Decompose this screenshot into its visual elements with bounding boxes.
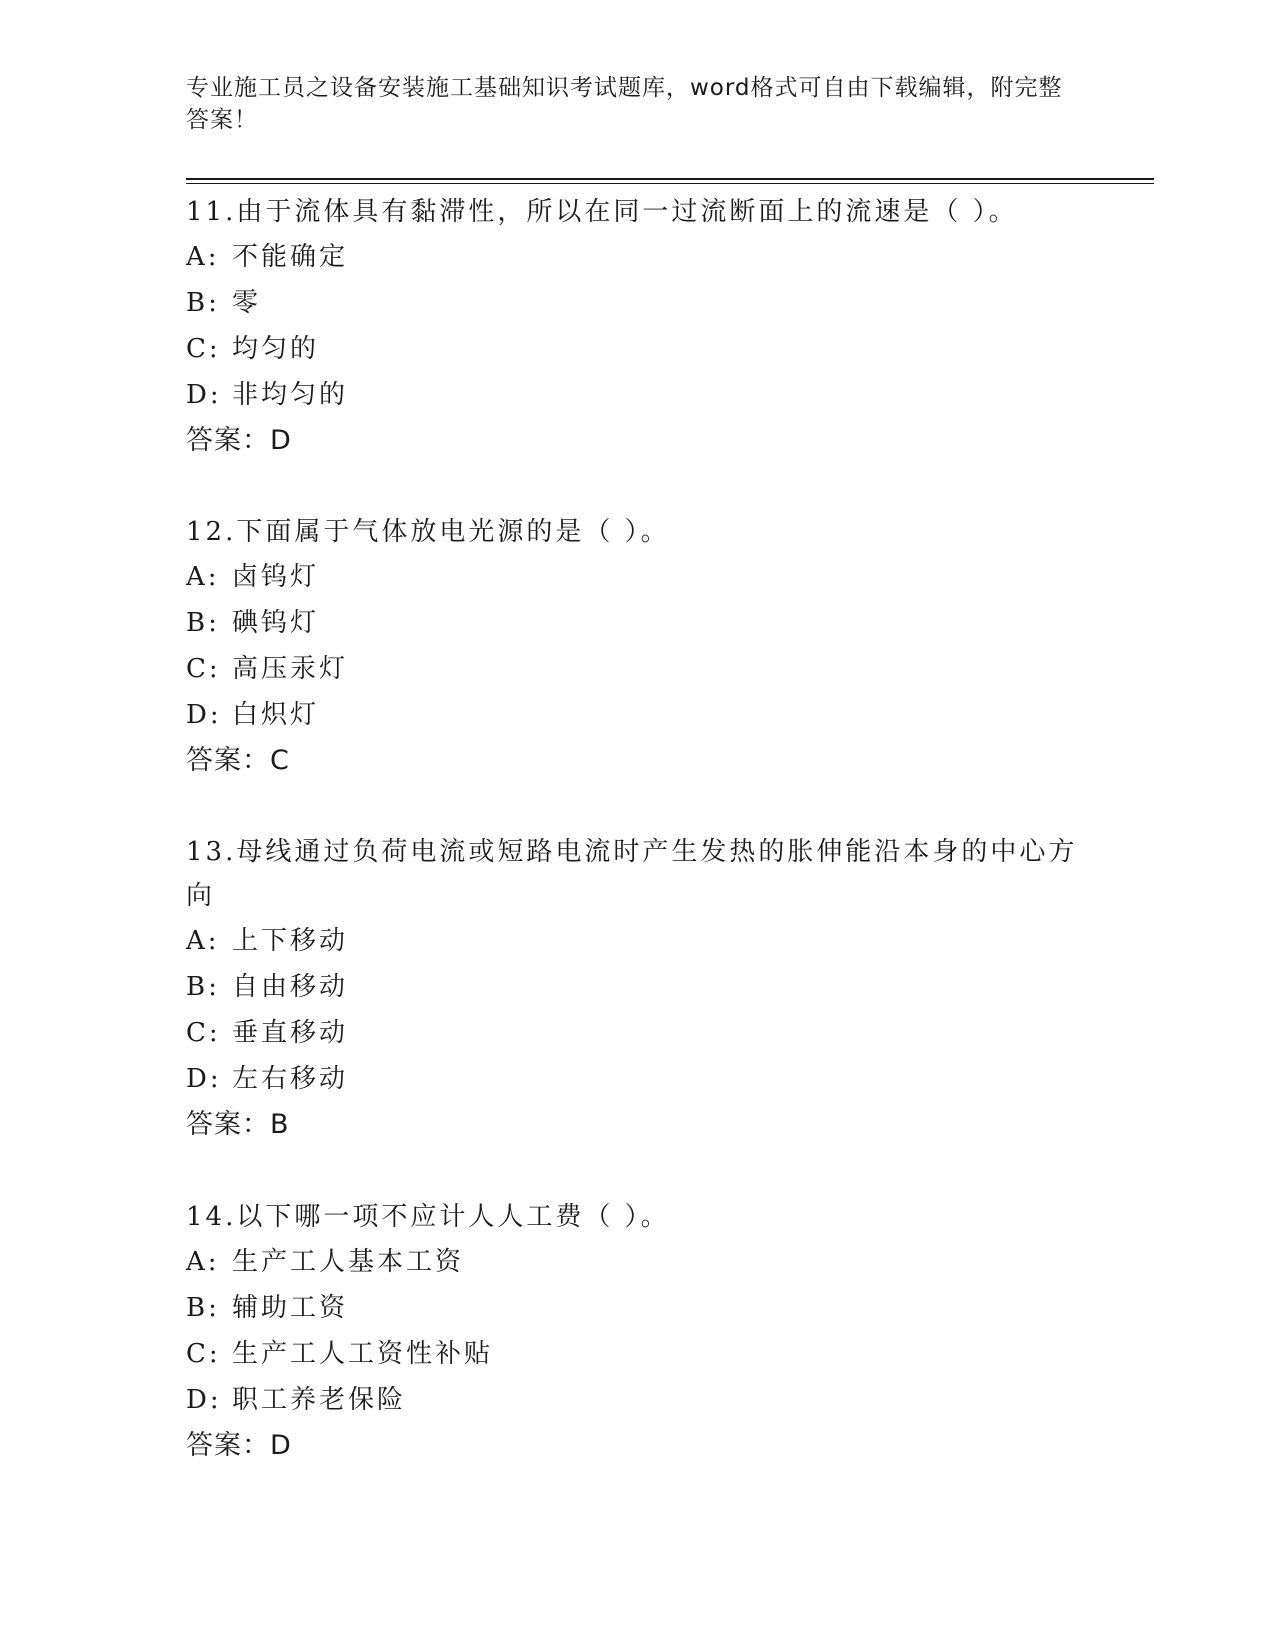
option-text: 辅助工资 <box>232 1293 349 1323</box>
option-letter: C: <box>186 654 221 684</box>
option-text: 白炽灯 <box>232 700 320 730</box>
option-letter: C: <box>186 1339 221 1369</box>
option-letter: A: <box>186 926 220 956</box>
question-stem: 11.由于流体具有黏滞性，所以在同一过流断面上的流速是（ ）。 <box>186 197 1018 227</box>
option-letter: C: <box>186 1018 221 1048</box>
answer-line: 答案：B <box>186 1109 290 1140</box>
option-letter: D: <box>186 1385 222 1415</box>
option-text: 自由移动 <box>232 972 349 1002</box>
option-c <box>186 1331 1086 1377</box>
option-letter: A: <box>186 242 220 272</box>
option-letter: D: <box>186 380 222 410</box>
option-letter: B: <box>186 288 220 318</box>
header-divider-thin <box>186 183 1154 184</box>
option-b <box>186 964 1086 1010</box>
option-text: 垂直移动 <box>232 1018 349 1048</box>
header-divider-thick <box>186 178 1154 180</box>
option-d <box>186 1377 1086 1423</box>
option-letter: A: <box>186 562 220 592</box>
option-text: 生产工人基本工资 <box>232 1247 465 1277</box>
option-b <box>186 600 1086 646</box>
answer-line: 答案：D <box>186 425 292 456</box>
document-header: 专业施工员之设备安装施工基础知识考试题库，word格式可自由下载编辑，附完整答案！ <box>186 75 1063 133</box>
option-text: 左右移动 <box>232 1064 349 1094</box>
option-text: 零 <box>232 288 262 318</box>
question-14 <box>186 1195 1086 1469</box>
option-a <box>186 554 1086 600</box>
option-text: 上下移动 <box>232 926 349 956</box>
option-d <box>186 372 1086 418</box>
option-b <box>186 1285 1086 1331</box>
option-text: 非均匀的 <box>232 380 349 410</box>
option-a <box>186 234 1086 280</box>
question-11 <box>186 190 1086 464</box>
option-a <box>186 1239 1086 1285</box>
question-stem: 12.下面属于气体放电光源的是（ ）。 <box>186 517 670 547</box>
option-text: 不能确定 <box>232 242 349 272</box>
option-text: 高压汞灯 <box>232 654 349 684</box>
option-text: 碘钨灯 <box>232 608 320 638</box>
option-d <box>186 1056 1086 1102</box>
option-c <box>186 1010 1086 1056</box>
option-letter: B: <box>186 972 220 1002</box>
option-letter: B: <box>186 608 220 638</box>
option-text: 生产工人工资性补贴 <box>232 1339 494 1369</box>
question-12 <box>186 510 1086 784</box>
option-c <box>186 326 1086 372</box>
question-stem: 13.母线通过负荷电流或短路电流时产生发热的胀伸能沿本身的中心方向 <box>186 837 1078 911</box>
option-d <box>186 692 1086 738</box>
option-letter: A: <box>186 1247 220 1277</box>
question-13 <box>186 830 1086 1148</box>
option-a <box>186 918 1086 964</box>
option-text: 职工养老保险 <box>232 1385 407 1415</box>
question-stem: 14.以下哪一项不应计人人工费（ ）。 <box>186 1202 670 1232</box>
option-letter: D: <box>186 700 222 730</box>
option-c <box>186 646 1086 692</box>
option-letter: C: <box>186 334 221 364</box>
answer-line: 答案：D <box>186 1430 292 1461</box>
option-text: 均匀的 <box>232 334 320 364</box>
option-b <box>186 280 1086 326</box>
option-text: 卤钨灯 <box>232 562 320 592</box>
option-letter: D: <box>186 1064 222 1094</box>
option-letter: B: <box>186 1293 220 1323</box>
answer-line: 答案：C <box>186 745 290 776</box>
